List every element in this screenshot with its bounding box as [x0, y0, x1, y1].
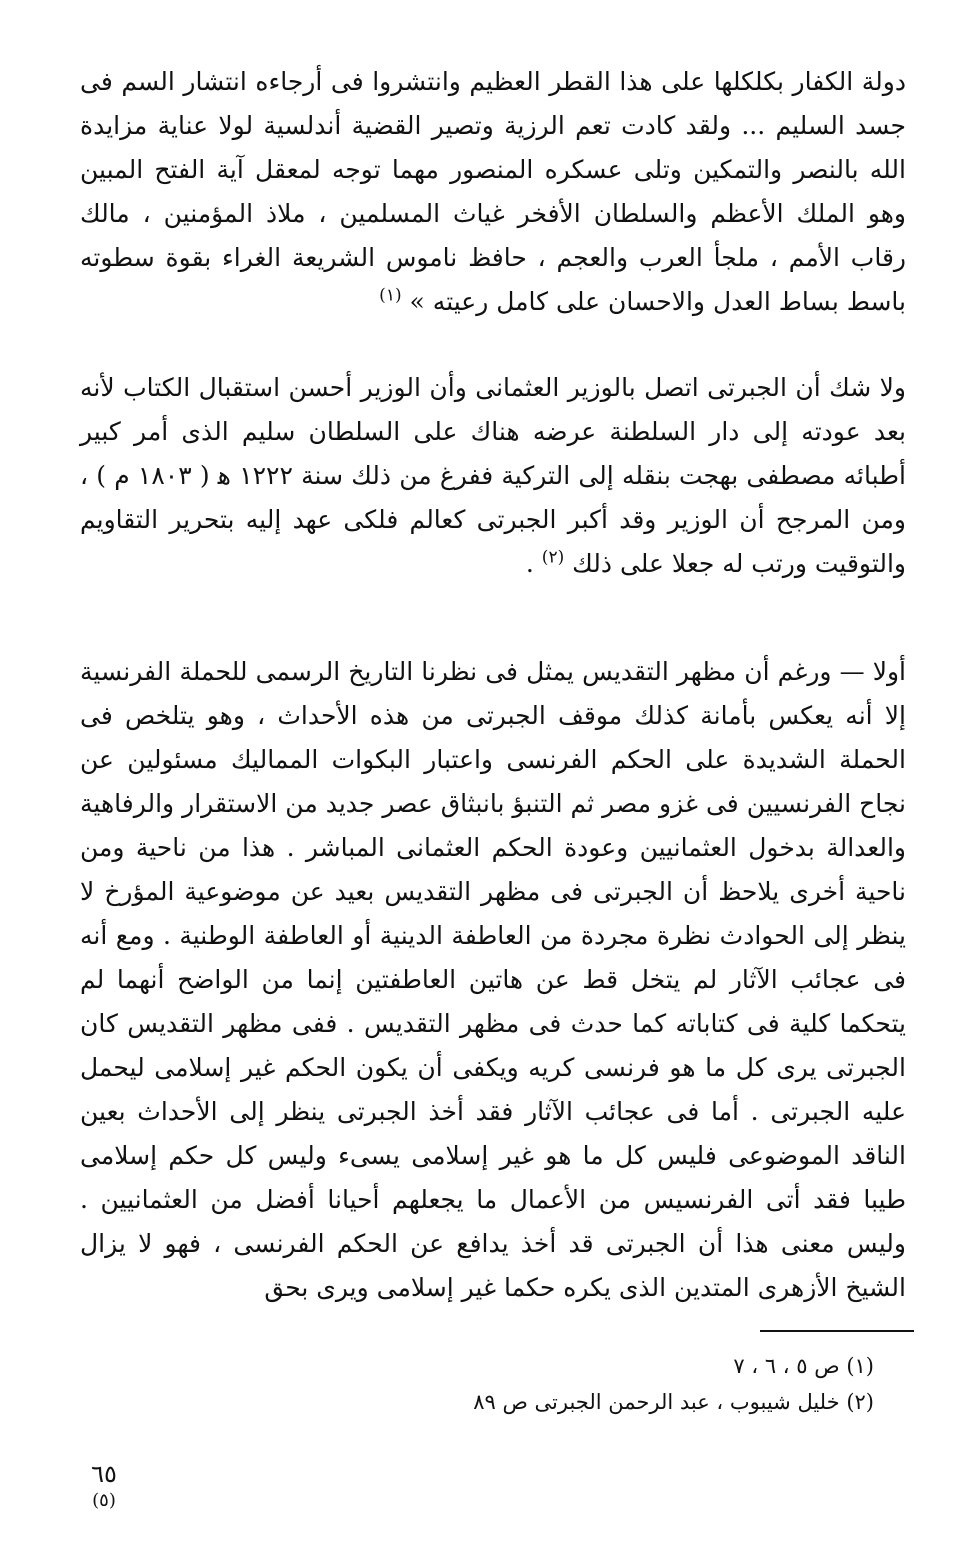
footnote-ref-1: (١)	[379, 285, 402, 306]
paragraph-3-text: أولا — ورغم أن مظهر التقديس يمثل فى نظرنا التاريخ الرسمى للحملة الفرنسية إلا أنه يعكس بأمانة كذلك موقف الجبرتى من هذه الأحداث ، وهو يتلخص فى الحملة الشديدة على الحكم الفرنسى واعتبار البكوات المماليك مسئولين عن نجاح الفرنسيين فى غزو مصر ثم التنبؤ بانبثاق عصر جديد من الاستقرار والرفاهية والعدالة بدخول العثمانيين وعودة الحكم العثمانى المباشر . هذا من ناحية ومن ناحية أخرى يلاحظ أن الجبرتى فى مظهر التقديس بعيد عن موضوعية المؤرخ لا ينظر إلى الحوادث نظرة مجردة من العاطفة الدينية أو العاطفة الوطنية . ومع أنه فى عجائب الآثار لم يتخل قط عن هاتين العاطفتين إنما من الواضح أنهما لم يتحكما كلية فى كتاباته كما حدث فى مظهر التقديس . ففى مظهر التقديس كان الجبرتى يرى كل ما هو فرنسى كريه ويكفى أن يكون الحكم غير إسلامى ليحمل عليه الجبرتى . أما فى عجائب الآثار فقد أخذ الجبرتى ينظر إلى الأحداث بعين الناقد الموضوعى فليس كل ما هو غير إسلامى يسىء وليس كل حكم إسلامى طيبا فقد أتى الفرنسيس من الأعمال ما يجعلهم أحيانا أفضل من العثمانيين . وليس معنى هذا أن الجبرتى قد أخذ يدافع عن الحكم الفرنسى ، فهو لا يزال الشيخ الأزهرى المتدين الذى يكره حكما غير إسلامى ويرى بحق	[80, 657, 906, 1302]
paragraph-1-text: دولة الكفار بكلكلها على هذا القطر العظيم وانتشروا فى أرجاءه انتشار السم فى جسد السليم ... ولقد كادت تعم الرزية وتصير القضية أندلسية لولا عناية مزايدة الله بالنصر والتمكين وتلى عسكره المنصور مهما توجه لمعقل آية الفتح المبين وهو الملك الأعظم والسلطان الأفخر غياث المسلمين ، ملاذ المؤمنين ، مالك رقاب الأمم ، ملجأ العرب والعجم ، حافظ ناموس الشريعة الغراء بقوة سطوته باسط بساط العدل والاحسان على كامل رعيته »	[80, 67, 906, 316]
footnote-2-marker: (٢)	[846, 1390, 874, 1414]
footnote-ref-2: (٢)	[541, 547, 565, 568]
footnote-2	[300, 1384, 874, 1420]
page-number: ٦٥	[91, 1460, 117, 1488]
paragraph-2-end: .	[525, 549, 534, 578]
paragraph-2-text: ولا شك أن الجبرتى اتصل بالوزير العثمانى وأن الوزير أحسن استقبال الكتاب لأنه بعد عودته إلى دار السلطنة عرضه هناك على السلطان سليم الذى أمر كبير أطبائه مصطفى بهجت بنقله إلى التركية ففرغ من ذلك سنة ١٢٢٢ ﻫ ( ١٨٠٣ م ) ، ومن المرجح أن الوزير وقد أكبر الجبرتى كعالم فلكى عهد إليه بتحرير التقاويم والتوقيت ورتب له جعلا على ذلك	[80, 373, 906, 578]
footnote-2-text: خليل شيبوب ، عبد الرحمن الجبرتى ص ٨٩	[473, 1390, 840, 1414]
paragraph-3	[80, 650, 906, 1310]
paragraph-1	[80, 60, 906, 324]
paragraph-2	[80, 366, 906, 586]
footnote-divider	[760, 1330, 914, 1332]
footnotes	[300, 1348, 874, 1420]
footnote-1-marker: (١)	[846, 1354, 874, 1378]
signature-mark: (٥)	[92, 1490, 116, 1511]
footnote-1	[300, 1348, 874, 1384]
footnote-1-text: ص ٥ ، ٦ ، ٧	[733, 1354, 840, 1378]
